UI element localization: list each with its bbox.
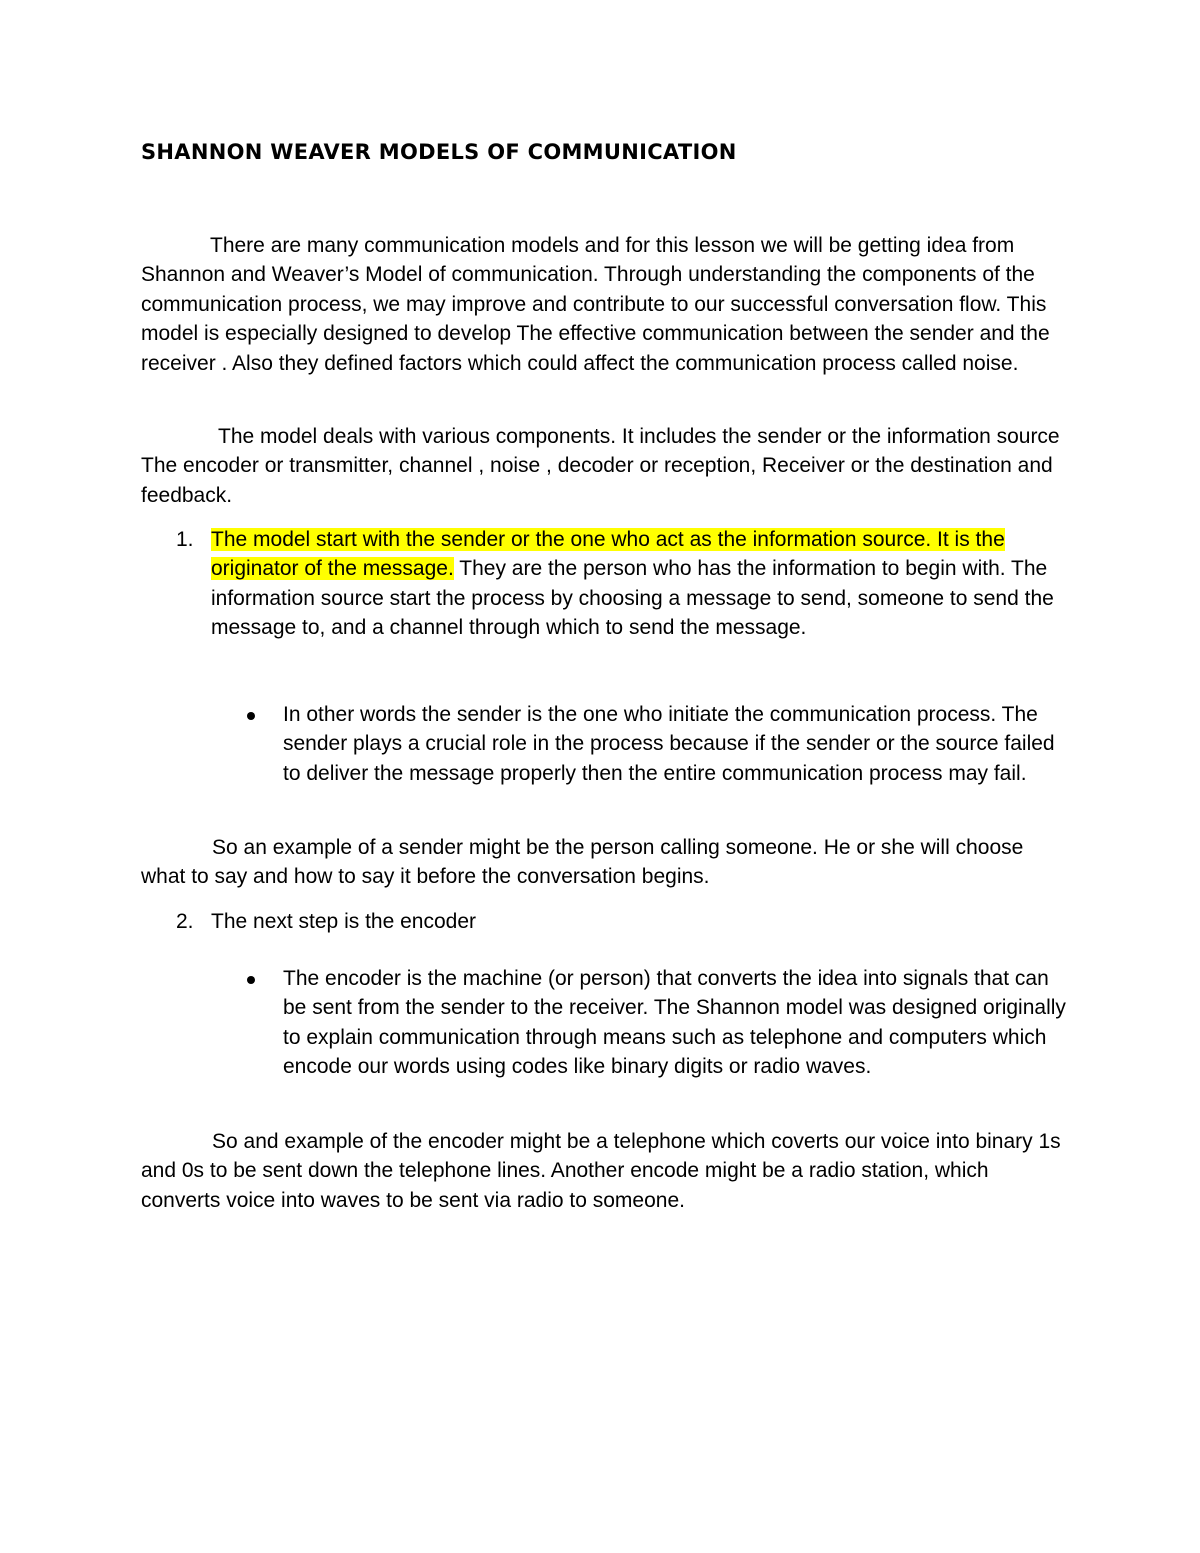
- bullet-sender: In other words the sender is the one who initiate the communication process. The sender plays a crucial role in the process because if the sender or the source failed to deliver the message properly then the entire communication process may fail.: [283, 703, 1055, 785]
- paragraph-intro: There are many communication models and for this lesson we will be getting idea from Shannon and Weaver’s Model of communication. Through understanding the components of the communication process, we may improve and contribute to our successful conversation flow. This model is especially designed to develop The effective communication between the sender and the receiver . Also they defined factors which could affect the communication process called noise.: [141, 234, 1050, 375]
- paragraph-encoder-example: So and example of the encoder might be a telephone which coverts our voice into binary 1s and 0s to be sent down the telephone lines. Another encode might be a radio station, which converts voice into waves to be sent via radio to someone.: [141, 1130, 1061, 1212]
- list-item-sender-text: They are the person who has the information to begin with. The information source start the process by choosing a message to send, someone to send the message to, and a channel through which to send the message.: [211, 557, 1054, 640]
- paragraph-components: The model deals with various components. It includes the sender or the information source The encoder or transmitter, channel , noise , decoder or reception, Receiver or the destination and feedback.: [141, 425, 1060, 507]
- highlighted-text: The model start with the sender or the one who act as the information source. It is the originator of the message.: [211, 528, 1005, 581]
- list-number-1: 1.: [176, 528, 194, 551]
- bullet-encoder: The encoder is the machine (or person) that converts the idea into signals that can be sent from the sender to the receiver. The Shannon model was designed originally to explain communication through means such as telephone and computers which encode our words using codes like binary digits or radio waves.: [283, 967, 1066, 1079]
- document-title: SHANNON WEAVER MODELS OF COMMUNICATION: [141, 140, 737, 164]
- paragraph-sender-example: So an example of a sender might be the person calling someone. He or she will choose what to say and how to say it before the conversation begins.: [141, 836, 1024, 889]
- list-item-encoder: The next step is the encoder: [211, 910, 476, 933]
- list-item-sender: [211, 525, 1071, 643]
- bullet-icon: [247, 976, 255, 984]
- bullet-icon: [247, 712, 255, 720]
- list-number-2: 2.: [176, 910, 194, 933]
